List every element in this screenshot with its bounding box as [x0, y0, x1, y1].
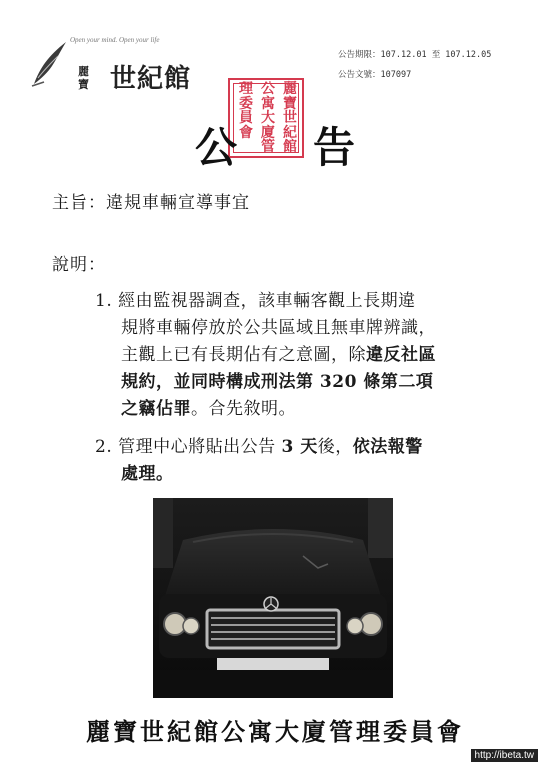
item1-line3 — [95, 342, 436, 369]
notice-number-value: 107097 — [380, 70, 412, 80]
item1-line3-text: 主觀上已有長期佔有之意圖，除 — [121, 345, 366, 365]
item2-line1 — [95, 434, 423, 461]
item2-line2: 處理。 — [121, 464, 174, 484]
quill-icon — [30, 38, 70, 88]
official-seal-stamp — [228, 78, 304, 158]
notice-meta — [338, 45, 491, 85]
logo-brand-small: 麗寶 — [78, 65, 89, 91]
item1-line3-bold: 違反社區 — [366, 345, 436, 365]
explanation-label: 說明： — [52, 255, 106, 275]
item1-line5-text: 。合先敘明。 — [191, 399, 296, 419]
explanation-item-2 — [95, 434, 423, 488]
item2-text-a: 2. 管理中心將貼出公告 — [95, 437, 282, 457]
seal-column: 理委員會 — [239, 81, 253, 141]
explanation-item-1 — [95, 288, 436, 423]
item2-days: 3 天 — [281, 437, 318, 457]
parked-car-photo — [153, 498, 393, 698]
logo-brand-name: 世紀館 — [110, 64, 192, 94]
car-front-image — [153, 498, 393, 698]
item1-line5-bold: 之竊佔罪 — [121, 399, 191, 419]
notice-period-row — [338, 45, 491, 65]
item1-line2: 規將車輛停放於公共區域且無車牌辨識， — [121, 318, 436, 338]
seal-column: 麗寶世紀館 — [283, 81, 297, 155]
subject-line: 主旨：違規車輛宣導事宜 — [52, 193, 250, 213]
notice-number-label: 公告文號： — [338, 70, 381, 80]
item2-report-police: 依法報警 — [352, 437, 423, 457]
seal-column: 公寓大廈管 — [261, 81, 275, 155]
notice-period-value: 107.12.01 至 107.12.05 — [380, 50, 492, 60]
item1-line1: 1. 經由監視器調查，該車輛客觀上長期違 — [95, 291, 416, 311]
committee-signature: 麗寶世紀館公寓大廈管理委員會 — [86, 717, 464, 746]
notice-period-label: 公告期限： — [338, 50, 381, 60]
title-char-left: 公 — [195, 123, 238, 172]
item1-line5 — [95, 396, 436, 423]
brand-logo — [30, 28, 220, 98]
item2-text-b: 後， — [317, 437, 353, 457]
item1-line4: 規約，並同時構成刑法第 320 條第二項 — [121, 372, 434, 392]
site-watermark: http://ibeta.tw — [471, 749, 538, 762]
notice-number-row — [338, 65, 491, 85]
logo-tagline: Open your mind. Open your life — [70, 36, 160, 44]
title-char-right: 告 — [313, 123, 356, 172]
